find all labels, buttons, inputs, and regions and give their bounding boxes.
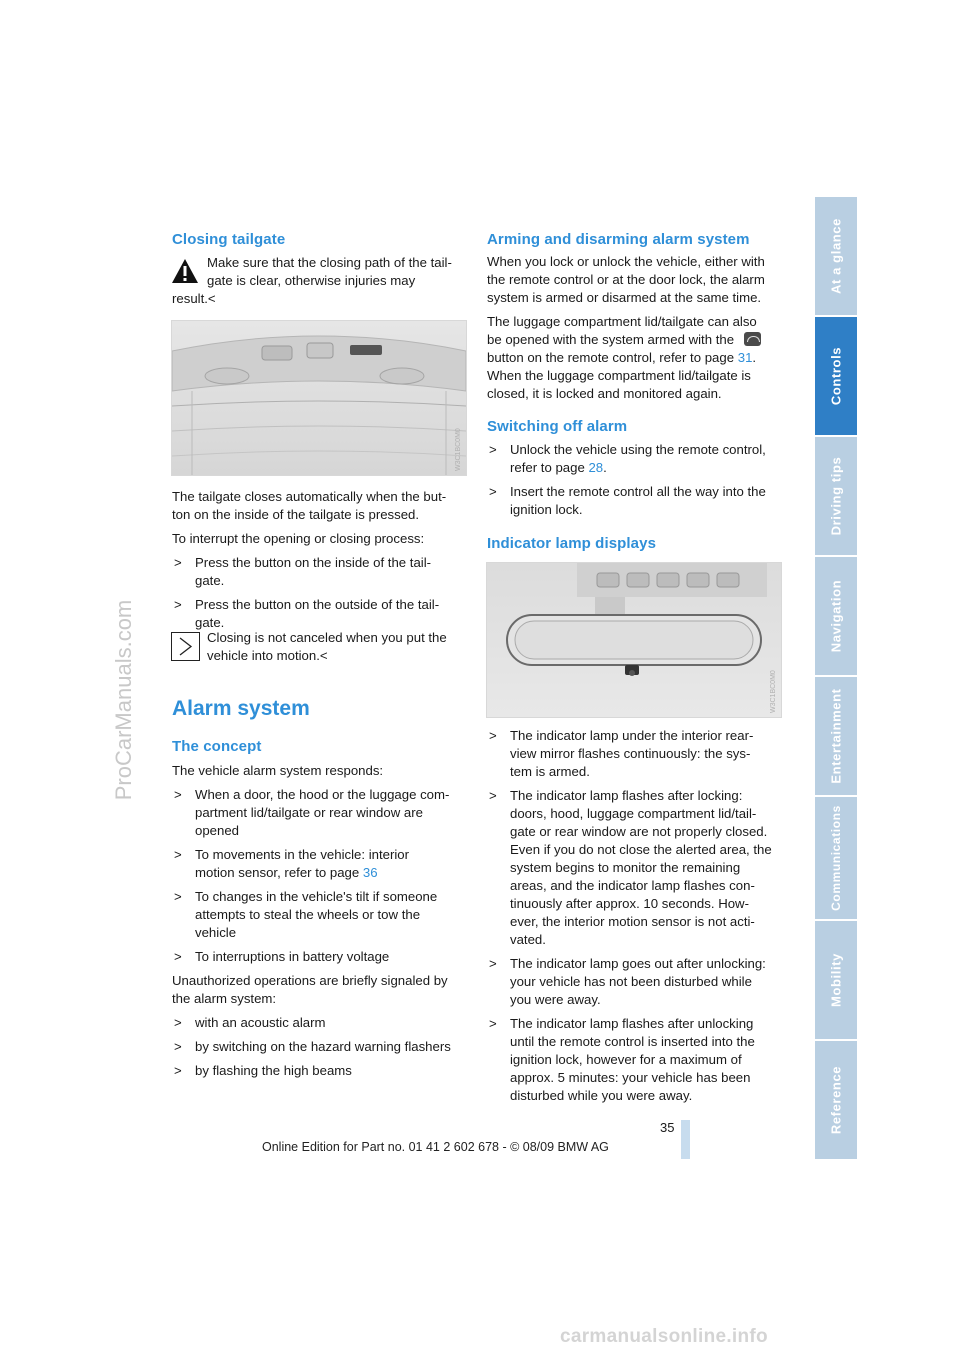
image-code: W3C1BC0M0 bbox=[455, 428, 462, 471]
indicator-body bbox=[487, 727, 787, 1105]
left-column bbox=[172, 231, 467, 248]
unauthorized-para: Unauthorized operations are briefly signaled by the alarm system: bbox=[172, 973, 448, 1006]
note-icon bbox=[171, 632, 200, 661]
concept-intro: The vehicle alarm system responds: bbox=[172, 763, 384, 778]
tab-navigation[interactable]: Navigation bbox=[815, 557, 857, 675]
page-link-31[interactable]: 31 bbox=[737, 350, 753, 365]
alarm-system-heading: Alarm system bbox=[172, 697, 310, 720]
warning-text: Make sure that the closing path of the tail- gate is clear, otherwise injuries may bbox=[207, 255, 452, 288]
list-item: > To interruptions in battery voltage bbox=[174, 949, 390, 964]
tailgate-para-2: To interrupt the opening or closing process: bbox=[172, 531, 425, 546]
list-item: > Press the button on the inside of the tail- gate. bbox=[174, 555, 432, 588]
tailgate-button-icon bbox=[744, 332, 761, 346]
list-item: > Press the button on the outside of the tail- gate. bbox=[174, 597, 440, 630]
closing-tailgate-body bbox=[172, 488, 472, 632]
tailgate-interior-photo bbox=[171, 320, 467, 476]
list-item: > The indicator lamp flashes after unlocking until the remote control is inserted into the ignition lock, however for a maximum of approx. 5 minutes: your vehicle has been disturbed while you were away. bbox=[489, 1016, 755, 1103]
tab-mobility[interactable]: Mobility bbox=[815, 921, 857, 1039]
tab-controls[interactable]: Controls bbox=[815, 317, 857, 435]
arming-heading: Arming and disarming alarm system bbox=[487, 231, 750, 248]
tailgate-para-1: The tailgate closes automatically when the but- ton on the inside of the tailgate is pressed. bbox=[172, 489, 447, 522]
arming-para-2: The luggage compartment lid/tailgate can also be opened with the system armed with the button on the remote control, refer to page 31. When the luggage compartment lid/tailgate is closed, it is locked and monitored again. bbox=[487, 313, 787, 403]
list-item: > by flashing the high beams bbox=[174, 1063, 352, 1078]
image-code: W3C1BC0M0 bbox=[770, 670, 777, 713]
list-item: > To movements in the vehicle: interior motion sensor, refer to page 36 bbox=[174, 847, 410, 880]
list-item: > The indicator lamp under the interior rear- view mirror flashes continuously: the sys- tem is armed. bbox=[489, 728, 754, 779]
page-link-28[interactable]: 28 bbox=[588, 460, 604, 475]
page-marker-bar bbox=[681, 1120, 690, 1159]
list-item: > by switching on the hazard warning flashers bbox=[174, 1039, 451, 1054]
bottom-watermark: carmanualsonline.info bbox=[560, 1326, 768, 1347]
tab-reference[interactable]: Reference bbox=[815, 1041, 857, 1159]
arming-para-1: When you lock or unlock the vehicle, either with the remote control or at the door lock, the alarm system is armed or disarmed at the same time. bbox=[487, 254, 765, 305]
list-item: > When a door, the hood or the luggage com- partment lid/tailgate or rear window are opened bbox=[174, 787, 450, 838]
edition-footer: Online Edition for Part no. 01 41 2 602 678 - © 08/09 BMW AG bbox=[262, 1140, 609, 1154]
arming-body bbox=[487, 253, 787, 403]
tab-driving-tips[interactable]: Driving tips bbox=[815, 437, 857, 555]
list-item: > Unlock the vehicle using the remote control, refer to page 28. bbox=[489, 442, 766, 475]
indicator-heading: Indicator lamp displays bbox=[487, 535, 657, 552]
rearview-mirror-photo bbox=[486, 562, 782, 718]
procarmanuals-watermark: ProCarManuals.com bbox=[111, 599, 136, 801]
list-item: > with an acoustic alarm bbox=[174, 1015, 326, 1030]
alarm-concept-body bbox=[172, 762, 472, 1080]
switching-off-body bbox=[487, 441, 787, 519]
tab-entertainment[interactable]: Entertainment bbox=[815, 677, 857, 795]
list-item: > The indicator lamp goes out after unlocking: your vehicle has not been disturbed while you were away. bbox=[489, 956, 766, 1007]
note-text: Closing is not canceled when you put the vehicle into motion.< bbox=[207, 630, 447, 663]
page-number: 35 bbox=[660, 1120, 675, 1135]
closing-tailgate-heading: Closing tailgate bbox=[172, 231, 286, 248]
tab-communications[interactable]: Communications bbox=[815, 797, 857, 919]
tab-at-a-glance[interactable]: At a glance bbox=[815, 197, 857, 315]
list-item: > Insert the remote control all the way into the ignition lock. bbox=[489, 484, 766, 517]
page-link-36[interactable]: 36 bbox=[362, 865, 378, 880]
concept-heading: The concept bbox=[172, 738, 262, 755]
list-item: > The indicator lamp flashes after locking: doors, hood, luggage compartment lid/tail- gate or rear window are not properly closed. Even if you do not close the alerted area, the system begins to monitor the remaining areas, and the indicator lamp flashes con- tinuously after approx. 10 seconds. How- ever, the interior motion sensor is not acti- vated. bbox=[489, 788, 772, 947]
warning-text-end: result.< bbox=[172, 291, 216, 306]
warning-icon bbox=[170, 257, 200, 285]
list-item: > To changes in the vehicle's tilt if someone attempts to steal the wheels or tow the vehicle bbox=[174, 889, 438, 940]
switching-off-heading: Switching off alarm bbox=[487, 418, 628, 435]
